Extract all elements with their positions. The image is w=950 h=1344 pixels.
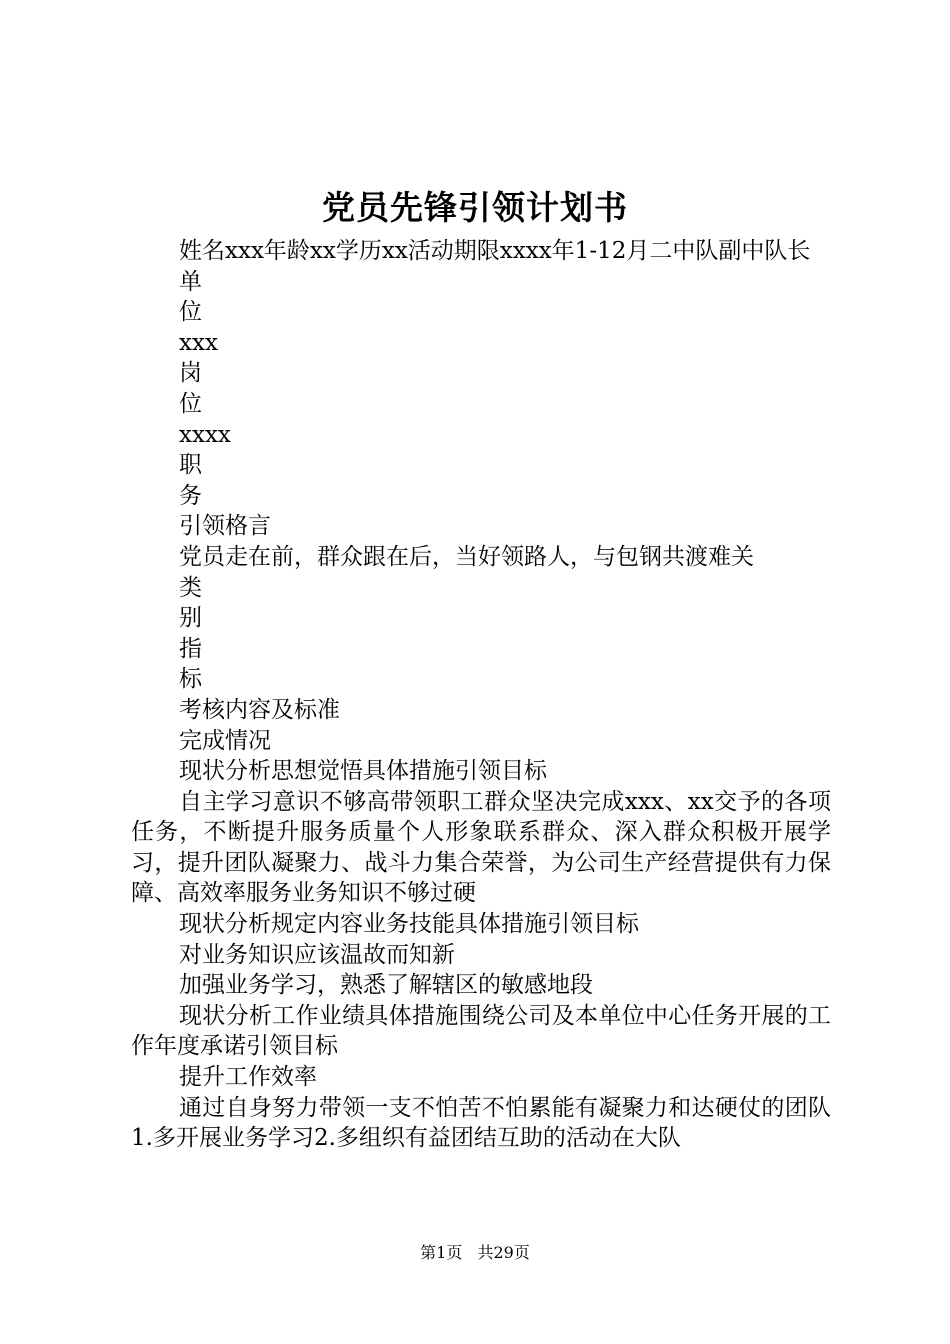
paragraph-duty-char-2: 务 — [179, 482, 202, 509]
paragraph-category-char-1: 类 — [179, 574, 202, 601]
paragraph-completion: 完成情况 — [179, 727, 271, 754]
page-number: 第1页 — [420, 1243, 463, 1262]
paragraph-indicator-char-1: 指 — [179, 635, 202, 662]
paragraph-motto: 党员走在前，群众跟在后，当好领路人，与包钢共渡难关 — [179, 543, 754, 570]
paragraph-analysis-performance: 现状分析工作业绩具体措施围绕公司及本单位中心任务开展的工作年度承诺引领目标 — [131, 1002, 831, 1060]
paragraph-strengthen-study: 加强业务学习，熟悉了解辖区的敏感地段 — [179, 972, 593, 999]
paragraph-assessment: 考核内容及标准 — [179, 696, 340, 723]
paragraph-efficiency: 提升工作效率 — [179, 1064, 317, 1091]
paragraph-team-effort: 通过自身努力带领一支不怕苦不怕累能有凝聚力和达硬仗的团队1.多开展业务学习2.多组织有益团结互助的活动在大队 — [131, 1094, 831, 1152]
paragraph-motto-label: 引领格言 — [179, 513, 271, 540]
document-title: 党员先锋引领计划书 — [322, 188, 628, 227]
paragraph-personal-info: 姓名xxx年龄xx学历xx活动期限xxxx年1-12月二中队副中队长 — [179, 238, 811, 264]
paragraph-category-char-2: 别 — [179, 605, 202, 632]
paragraph-post-char-1: 岗 — [179, 360, 202, 387]
paragraph-analysis-skill: 现状分析规定内容业务技能具体措施引领目标 — [179, 911, 639, 938]
page-footer — [0, 1242, 950, 1264]
paragraph-indicator-char-2: 标 — [179, 666, 202, 693]
paragraph-unit-value: xxx — [179, 329, 218, 356]
paragraph-post-char-2: 位 — [179, 390, 202, 417]
paragraph-unit-char-1: 单 — [179, 268, 202, 295]
paragraph-review-knowledge: 对业务知识应该温故而知新 — [179, 941, 455, 968]
paragraph-post-value: xxxx — [179, 421, 231, 448]
paragraph-analysis-thought: 现状分析思想觉悟具体措施引领目标 — [179, 758, 547, 785]
document-body — [131, 236, 831, 1154]
page-total: 共29页 — [477, 1243, 530, 1262]
paragraph-unit-char-2: 位 — [179, 299, 202, 326]
paragraph-self-study: 自主学习意识不够高带领职工群众坚决完成xxx、xx交予的各项任务，不断提升服务质量个人形象联系群众、深入群众积极开展学习，提升团队凝聚力、战斗力集合荣誉，为公司生产经营提供有力保障、高效率服务业务知识不够过硬 — [131, 788, 831, 907]
paragraph-duty-char-1: 职 — [179, 452, 202, 479]
